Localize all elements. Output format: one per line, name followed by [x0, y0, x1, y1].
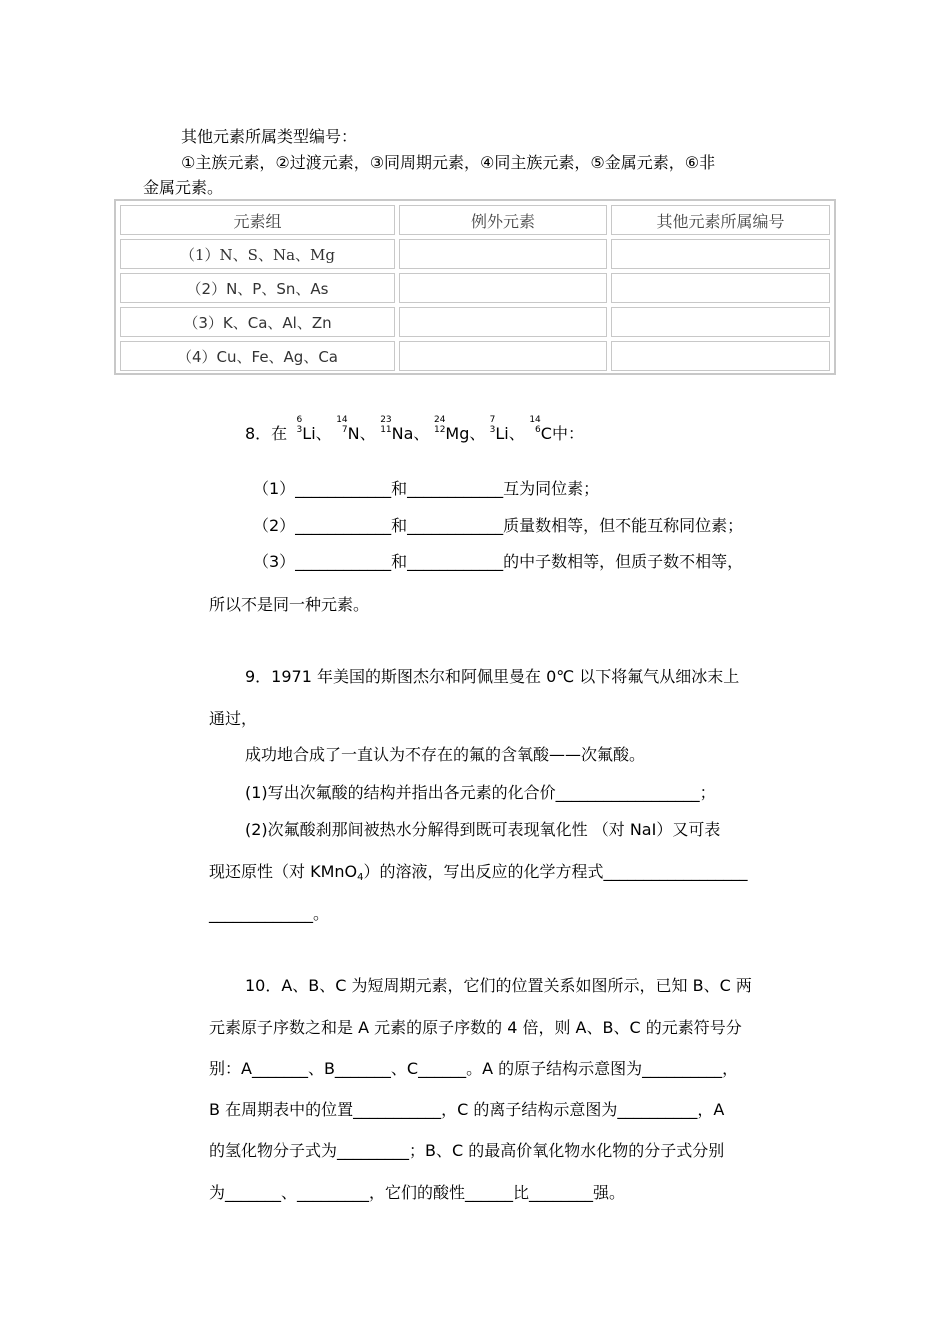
q8-heading [245, 415, 584, 444]
q9-line-6b: ）的溶液，写出反应的化学方程式__________________ [363, 862, 748, 881]
table-header-group: 元素组 [120, 205, 395, 235]
q8-prefix: 8．在 [245, 424, 288, 443]
nuclide-5 [488, 415, 525, 444]
q10-line-1: 10．A、B、C 为短周期元素，它们的位置关系如图所示，已知 B、C 两 [245, 976, 752, 995]
intro-line-1: 其他元素所属类型编号： [181, 127, 358, 146]
nuclide-atomic-number: 3 [296, 425, 303, 435]
q10-line-2: 元素原子序数之和是 A 元素的原子序数的 4 倍，则 A、B、C 的元素符号分 [209, 1018, 742, 1037]
q8-item-2: （2）____________和____________质量数相等，但不能互称同位素； [253, 516, 744, 535]
table-row-1-codes [611, 239, 830, 269]
nuclide-mass-number: 24 [433, 415, 446, 425]
q9-line-6a: 现还原性（对 KMnO [209, 862, 358, 881]
intro-line-2: ①主族元素，②过渡元素，③同周期元素，④同主族元素，⑤金属元素，⑥非 [181, 153, 716, 172]
nuclide-1 [295, 415, 332, 444]
q9-line-6 [209, 862, 748, 888]
nuclide-symbol: Na、 [391, 424, 430, 443]
nuclide-atomic-number: 7 [341, 425, 348, 435]
table-row-3-group: （3）K、Ca、Al、Zn [120, 307, 395, 337]
table-row-1-exception [399, 239, 607, 269]
table-row-3-codes [611, 307, 830, 337]
nuclide-mass-number: 23 [380, 415, 392, 425]
nuclide-mass-number: 14 [336, 415, 348, 425]
q8-item-3: （3）____________和____________的中子数相等，但质子数不相等， [253, 552, 744, 571]
q8-item-1: （1）____________和____________互为同位素； [253, 479, 600, 498]
nuclide-symbol: Li、 [495, 424, 525, 443]
q9-line-3: 成功地合成了一直认为不存在的氟的含氧酸——次氟酸。 [245, 745, 646, 764]
q9-line-6-subscript: 4 [357, 872, 364, 883]
table-row-2-group: （2）N、P、Sn、As [120, 273, 395, 303]
q9-line-4: (1)写出次氟酸的结构并指出各元素的化合价__________________； [245, 783, 716, 802]
nuclide-atomic-number: 12 [433, 425, 446, 435]
q9-line-5: (2)次氟酸刹那间被热水分解得到既可表现氧化性 （对 NaI）又可表 [245, 820, 721, 839]
nuclide-3 [379, 415, 430, 444]
table-row-1-group: （1）N、S、Na、Mg [120, 239, 395, 269]
nuclide-list [292, 415, 552, 443]
nuclide-4 [432, 415, 486, 444]
nuclide-mass-number: 7 [489, 415, 496, 425]
q9-line-2: 通过， [209, 709, 258, 728]
q8-suffix: 中： [551, 424, 584, 443]
q10-line-5: 的氢化物分子式为_________；B、C 的最高价氧化物水化物的分子式分别 [209, 1141, 725, 1160]
nuclide-atomic-number: 3 [489, 425, 496, 435]
nuclide-2 [335, 415, 376, 444]
nuclide-6 [528, 415, 552, 444]
q10-line-6: 为_______、_________，它们的酸性______比________强。 [209, 1183, 626, 1202]
q10-line-4: B 在周期表中的位置___________，C 的离子结构示意图为__________，A [209, 1100, 725, 1119]
nuclide-mass-number: 14 [529, 415, 541, 425]
table-row-2-codes [611, 273, 830, 303]
table-header-exception: 例外元素 [399, 205, 607, 235]
q9-line-1: 9．1971 年美国的斯图杰尔和阿佩里曼在 0℃ 以下将氟气从细冰末上 [245, 667, 740, 686]
table-row-4-exception [399, 341, 607, 371]
nuclide-atomic-number: 6 [535, 425, 541, 435]
element-group-table [114, 199, 836, 375]
nuclide-symbol: Li、 [302, 424, 332, 443]
intro-line-3: 金属元素。 [143, 178, 224, 197]
q10-line-3: 别：A_______、B_______、C______。A 的原子结构示意图为__________， [209, 1059, 739, 1078]
nuclide-symbol: Mg、 [445, 424, 486, 443]
q9-line-7: _____________。 [209, 904, 330, 923]
q8-tail: 所以不是同一种元素。 [209, 595, 370, 614]
table-row-3-exception [399, 307, 607, 337]
nuclide-symbol: N、 [347, 424, 376, 443]
nuclide-symbol: C [540, 424, 552, 443]
table-row-2-exception [399, 273, 607, 303]
table-header-codes: 其他元素所属编号 [611, 205, 830, 235]
nuclide-atomic-number: 11 [380, 425, 392, 435]
table-row-4-codes [611, 341, 830, 371]
nuclide-mass-number: 6 [296, 415, 303, 425]
table-row-4-group: （4）Cu、Fe、Ag、Ca [120, 341, 395, 371]
